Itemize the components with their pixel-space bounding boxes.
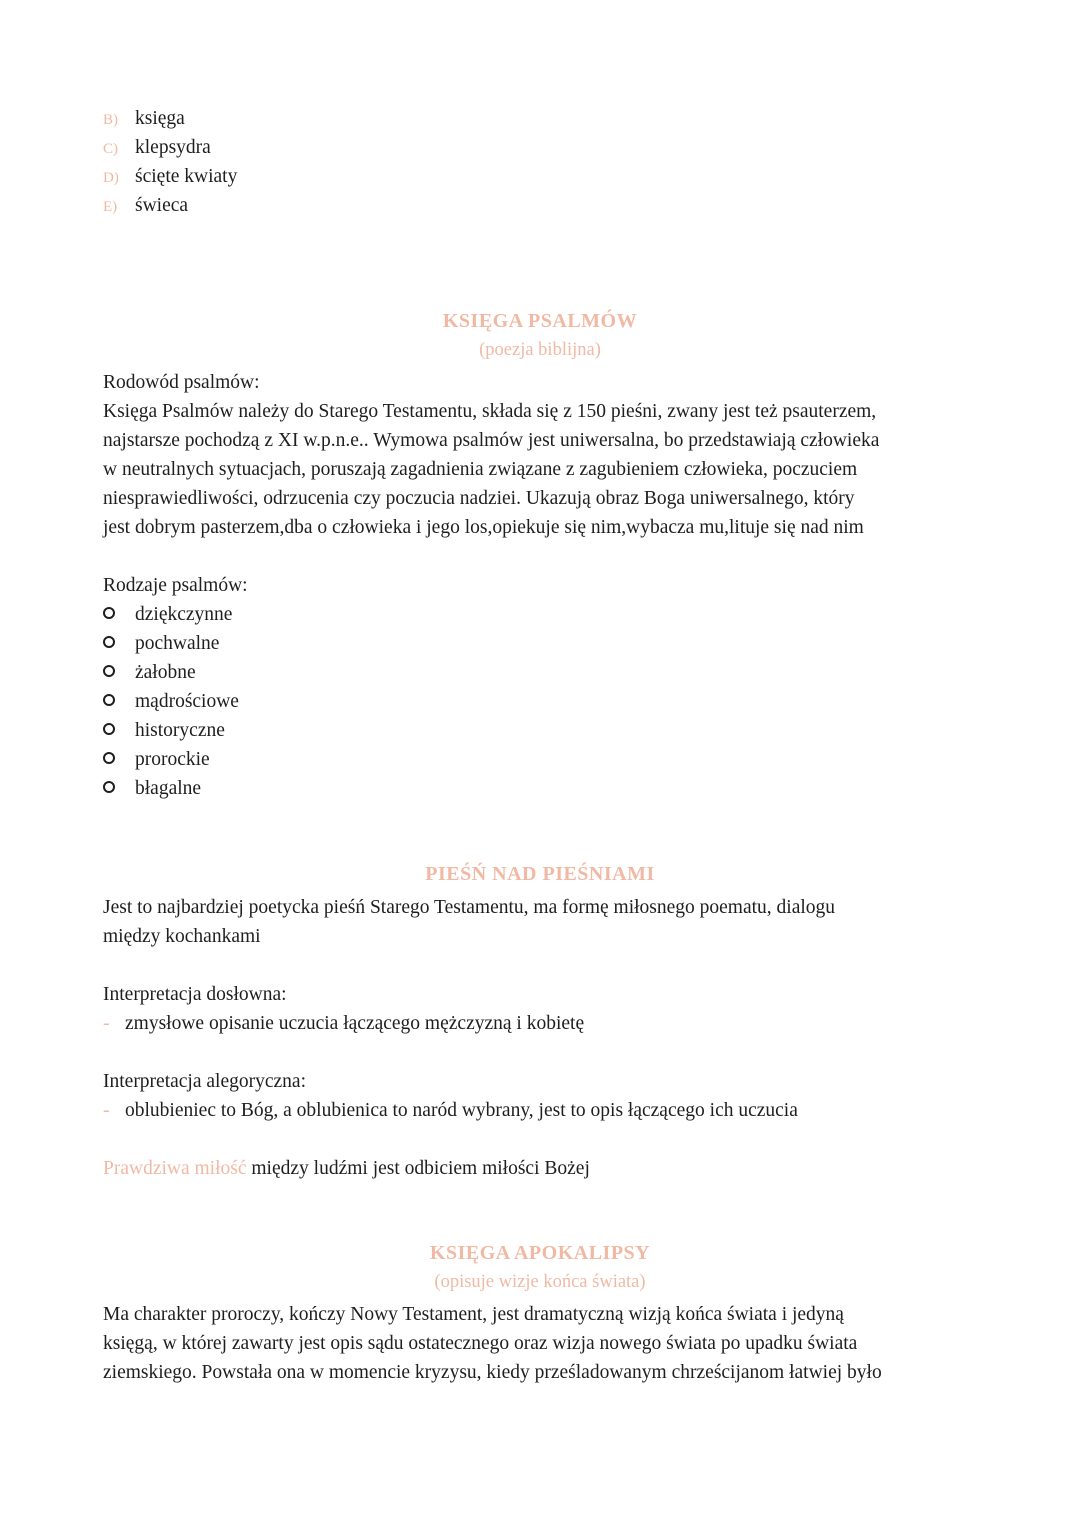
list-item <box>103 745 210 774</box>
dash-bullet-icon: - <box>103 1013 110 1034</box>
list-item <box>103 658 196 687</box>
psalms-origin-line: najstarsze pochodzą z XI w.p.n.e.. Wymowa psalmów jest uniwersalna, bo przedstawiają człowieka <box>103 430 880 451</box>
bullet-circle-icon <box>103 723 115 735</box>
list-item <box>103 716 225 745</box>
song-intro-line: Jest to najbardziej poetycka pieśń Starego Testamentu, ma formę miłosnego poematu, dialogu <box>103 897 836 918</box>
love-rest: między ludźmi jest odbiciem miłości Bożej <box>246 1158 590 1179</box>
allegoric-text: oblubieniec to Bóg, a oblubienica to naród wybrany, jest to opis łączącego ich uczucia <box>125 1100 798 1121</box>
bullet-circle-icon <box>103 665 115 677</box>
list-item <box>103 774 201 803</box>
allegoric-heading: Interpretacja alegoryczna: <box>103 1071 306 1092</box>
literal-heading: Interpretacja dosłowna: <box>103 984 287 1005</box>
allegoric-item <box>103 1096 798 1125</box>
list-item <box>103 600 232 629</box>
option-letter: C) <box>103 141 118 157</box>
bullet-circle-icon <box>103 636 115 648</box>
list-item <box>103 629 219 658</box>
option-letter: B) <box>103 112 118 128</box>
song-title: PIEŚŃ NAD PIEŚNIAMI <box>425 863 655 885</box>
apocalypse-title: KSIĘGA APOKALIPSY <box>429 1242 651 1264</box>
answer-option <box>103 104 185 135</box>
literal-text: zmysłowe opisanie uczucia łączącego mężczyzną i kobietę <box>125 1013 585 1034</box>
option-text: ścięte kwiaty <box>135 166 238 187</box>
option-letter: D) <box>103 170 119 186</box>
bullet-circle-icon <box>103 607 115 619</box>
literal-item <box>103 1009 584 1038</box>
apocalypse-subtitle: (opisuje wizje końca świata) <box>434 1272 646 1292</box>
psalms-subtitle: (poezja biblijna) <box>479 340 601 360</box>
apocalypse-line: Ma charakter proroczy, kończy Nowy Testament, jest dramatyczną wizją końca świata i jedyną <box>103 1304 844 1325</box>
apocalypse-line: księgą, w której zawarty jest opis sądu ostatecznego oraz wizja nowego świata po upadku świata <box>103 1333 858 1354</box>
bullet-circle-icon <box>103 781 115 793</box>
psalms-origin-line: w neutralnych sytuacjach, poruszają zagadnienia związane z zagubieniem człowieka, poczuciem <box>103 459 858 480</box>
psalm-type: prorockie <box>135 749 210 770</box>
option-text: klepsydra <box>135 137 211 158</box>
psalm-type: dziękczynne <box>135 604 233 625</box>
psalm-type: błagalne <box>135 778 202 799</box>
psalm-type: pochwalne <box>135 633 220 654</box>
song-intro-line: między kochankami <box>103 926 261 947</box>
answer-option <box>103 191 188 222</box>
psalm-type: mądrościowe <box>135 691 239 712</box>
psalms-title: KSIĘGA PSALMÓW <box>442 310 638 332</box>
love-sentence <box>103 1154 590 1183</box>
psalms-types-heading: Rodzaje psalmów: <box>103 575 248 596</box>
psalms-origin-line: niesprawiedliwości, odrzucenia czy poczucia nadziei. Ukazują obraz Boga uniwersalnego, który <box>103 488 855 509</box>
option-text: świeca <box>135 195 189 216</box>
list-item <box>103 687 239 716</box>
bullet-circle-icon <box>103 752 115 764</box>
dash-bullet-icon: - <box>103 1100 110 1121</box>
psalms-origin-line: Księga Psalmów należy do Starego Testamentu, składa się z 150 pieśni, zwany jest też psauterzem, <box>103 401 877 422</box>
love-highlight: Prawdziwa miłość <box>103 1158 247 1179</box>
psalm-type: żałobne <box>135 662 196 683</box>
answer-option <box>103 162 237 193</box>
option-letter: E) <box>103 199 118 215</box>
psalms-origin-line: jest dobrym pasterzem,dba o człowieka i jego los,opiekuje się nim,wybacza mu,lituje się nad nim <box>103 517 864 538</box>
psalm-type: historyczne <box>135 720 225 741</box>
psalms-origin-heading: Rodowód psalmów: <box>103 372 260 393</box>
answer-option <box>103 133 211 164</box>
bullet-circle-icon <box>103 694 115 706</box>
apocalypse-line: ziemskiego. Powstała ona w momencie kryzysu, kiedy prześladowanym chrześcijanom łatwiej było <box>103 1362 882 1383</box>
option-text: księga <box>135 108 185 129</box>
